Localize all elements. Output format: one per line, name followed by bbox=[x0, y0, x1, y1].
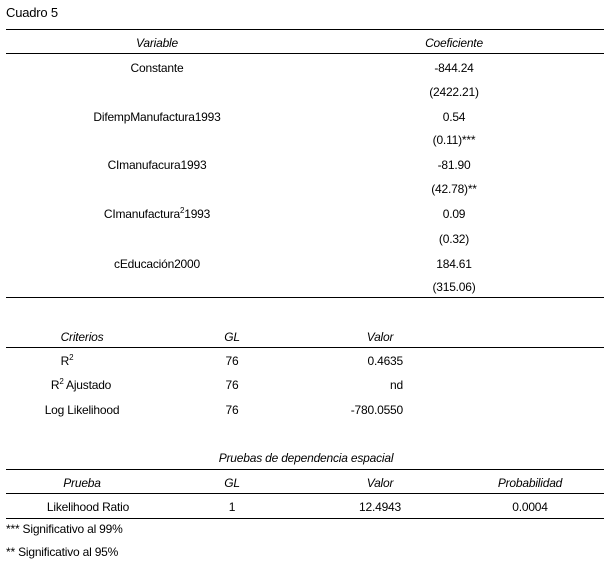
table3-header-probabilidad: Probabilidad bbox=[497, 476, 563, 490]
table3-row-prueba: Likelihood Ratio bbox=[46, 500, 130, 514]
table3-top-rule bbox=[6, 469, 604, 470]
footnote: *** Significativo al 99% bbox=[6, 522, 123, 536]
table1-header-variable: Variable bbox=[136, 36, 178, 50]
table1-row-coef: 184.61 bbox=[436, 257, 472, 271]
table1-row-variable: Constante bbox=[130, 61, 184, 75]
table1-header-rule bbox=[6, 53, 604, 54]
table1-row-se: (0.11)*** bbox=[432, 133, 476, 147]
table1-row-coef: 0.54 bbox=[442, 110, 466, 124]
table3-header-gl: GL bbox=[224, 476, 240, 490]
table2-row-valor: -780.0550 bbox=[350, 403, 403, 417]
table2-row-gl: 76 bbox=[225, 354, 239, 368]
table1-row-se: (0.32) bbox=[438, 232, 470, 246]
table-caption: Cuadro 5 bbox=[6, 5, 58, 20]
label-text: R bbox=[50, 378, 60, 392]
table3-header-prueba: Prueba bbox=[63, 476, 101, 490]
table1-row-coef: -844.24 bbox=[434, 61, 474, 75]
table2-row-valor: nd bbox=[390, 378, 403, 392]
table1-header-coeficiente: Coeficiente bbox=[425, 36, 483, 50]
label-text: Ajustado bbox=[63, 378, 112, 392]
table3-row-valor: 12.4943 bbox=[359, 500, 401, 514]
table1-row-variable: cEducación2000 bbox=[114, 257, 200, 271]
superscript: 2 bbox=[69, 353, 74, 362]
variable-name-part: 1993 bbox=[184, 207, 211, 221]
table2-row-label bbox=[51, 378, 111, 392]
variable-name-part: CImanufactura bbox=[103, 207, 180, 221]
table1-row-coef: 0.09 bbox=[442, 207, 466, 221]
table3-row-probabilidad: 0.0004 bbox=[512, 500, 548, 514]
table2-header-rule bbox=[6, 347, 604, 348]
table1-row-variable: DifempManufactura1993 bbox=[93, 110, 221, 124]
table2-row-gl: 76 bbox=[225, 403, 239, 417]
table1-row-se: (2422.21) bbox=[429, 85, 479, 99]
table2-row-gl: 76 bbox=[225, 378, 239, 392]
table1-row-se: (315.06) bbox=[432, 280, 476, 294]
table2-row-label: Log Likelihood bbox=[44, 403, 120, 417]
table1-row-coef: -81.90 bbox=[437, 158, 471, 172]
table1-row-variable bbox=[104, 207, 210, 221]
table3-header-valor: Valor bbox=[366, 476, 394, 490]
table2-header-gl: GL bbox=[224, 330, 240, 344]
table2-row-valor: 0.4635 bbox=[367, 354, 403, 368]
table3-row-gl: 1 bbox=[228, 500, 236, 514]
table3-header-rule bbox=[6, 493, 604, 494]
label-text: R bbox=[60, 354, 70, 368]
table3-title: Pruebas de dependencia espacial bbox=[218, 451, 394, 465]
superscript: 2 bbox=[59, 377, 64, 386]
table2-header-criterios: Criterios bbox=[60, 330, 104, 344]
table2-header-valor: Valor bbox=[366, 330, 394, 344]
table3-bottom-rule bbox=[6, 518, 604, 519]
table1-top-rule bbox=[6, 29, 604, 30]
table1-row-variable: CImanufacura1993 bbox=[107, 158, 207, 172]
table2-row-label bbox=[61, 354, 74, 368]
table1-row-se: (42.78)** bbox=[431, 182, 477, 196]
footnote: ** Significativo al 95% bbox=[6, 545, 119, 559]
superscript: 2 bbox=[179, 206, 185, 215]
table1-bottom-rule bbox=[6, 297, 604, 298]
